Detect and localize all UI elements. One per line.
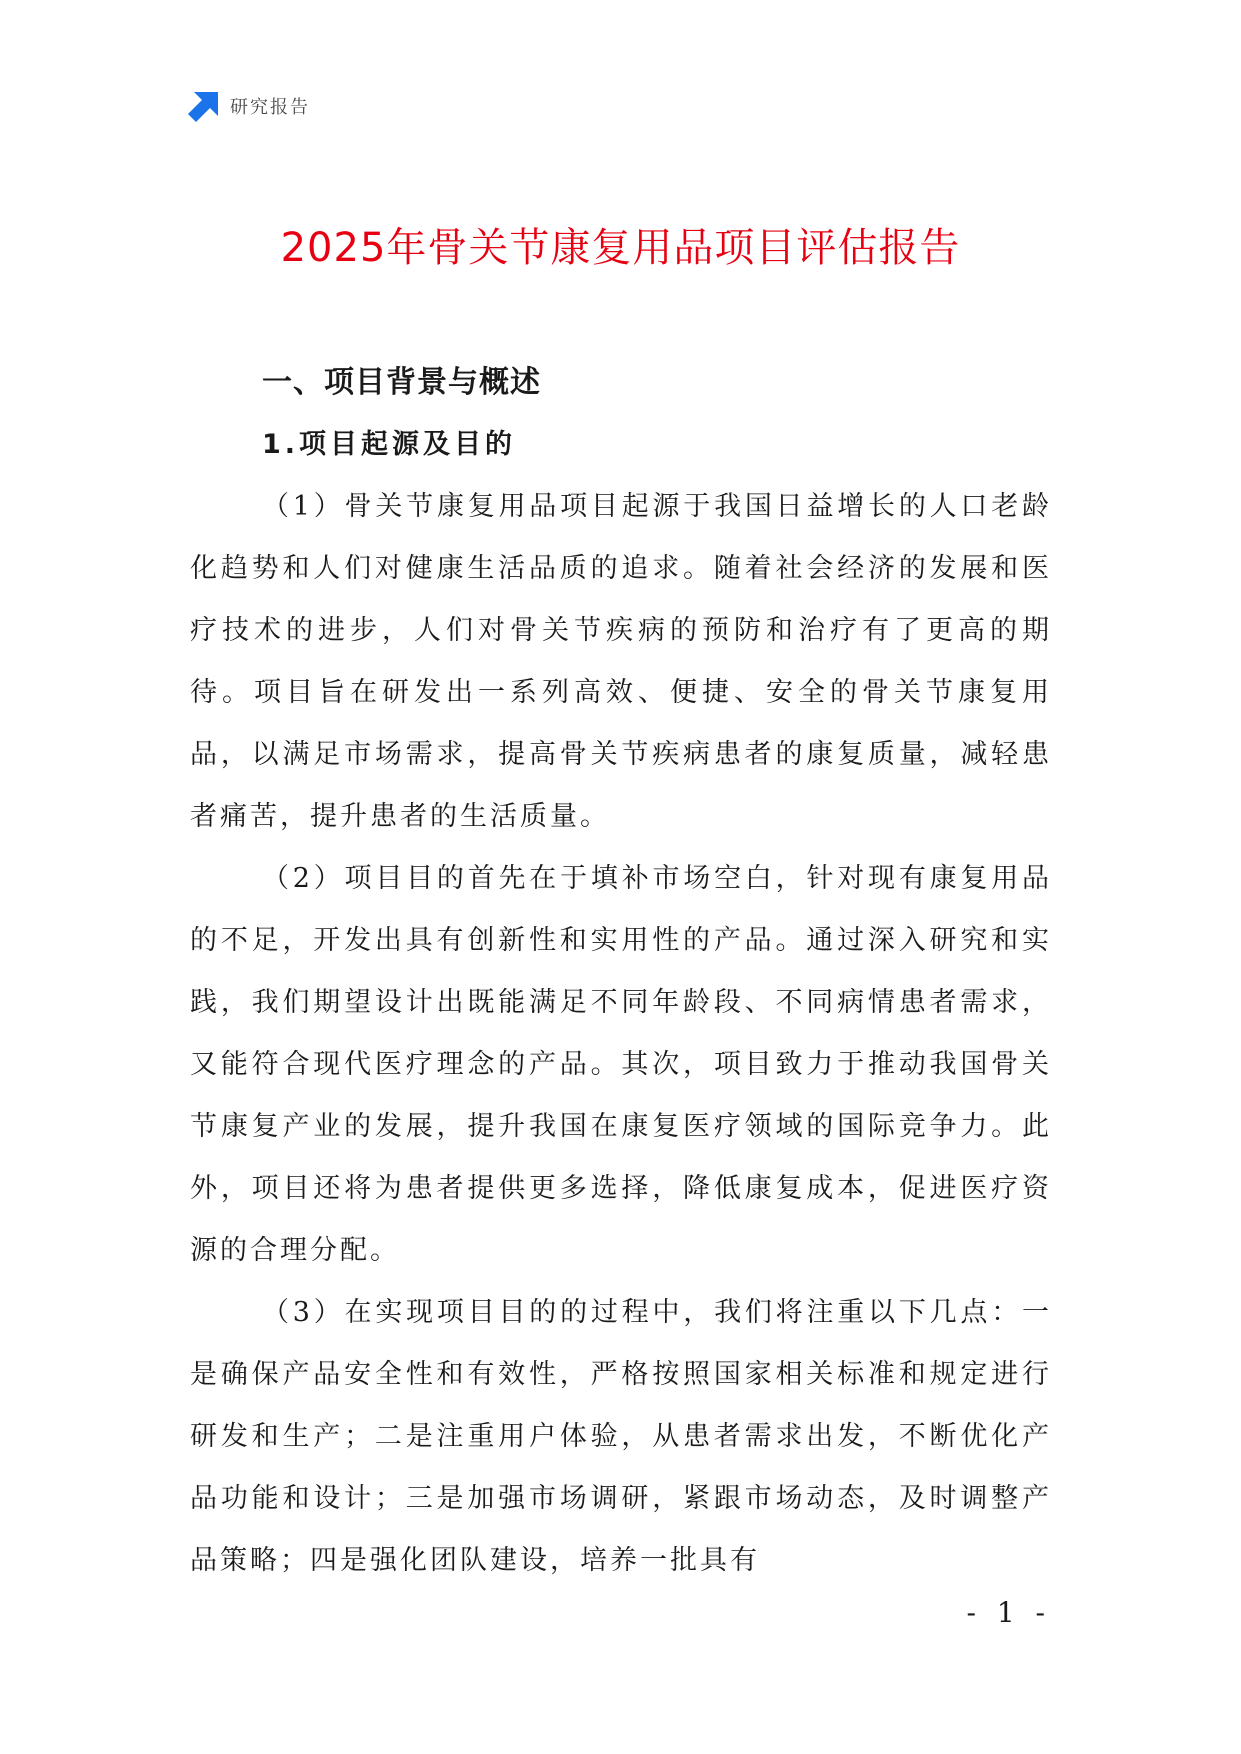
document-title: 2025年骨关节康复用品项目评估报告	[280, 225, 961, 271]
page-number: - 1 -	[966, 1596, 1051, 1629]
paragraph-3: （3）在实现项目目的的过程中，我们将注重以下几点：一是确保产品安全性和有效性，严格按照国家相关标准和规定进行研发和生产；二是注重用户体验，从患者需求出发，不断优化产品功能和设计；三是加强市场调研，紧跟市场动态，及时调整产品策略；四是强化团队建设，培养一批具有	[190, 1297, 1052, 1576]
report-header	[188, 88, 310, 124]
sub-heading: 1.项目起源及目的	[262, 429, 517, 460]
document-body	[190, 352, 1052, 1592]
arrow-up-right-icon	[188, 90, 220, 122]
paragraph-1: （1）骨关节康复用品项目起源于我国日益增长的人口老龄化趋势和人们对健康生活品质的追求。随着社会经济的发展和医疗技术的进步，人们对骨关节疾病的预防和治疗有了更高的期待。项目旨在研发出一系列高效、便捷、安全的骨关节康复用品，以满足市场需求，提高骨关节疾病患者的康复质量，减轻患者痛苦，提升患者的生活质量。	[190, 491, 1052, 832]
section-heading: 一、项目背景与概述	[262, 365, 541, 400]
paragraph-2: （2）项目目的首先在于填补市场空白，针对现有康复用品的不足，开发出具有创新性和实用性的产品。通过深入研究和实践，我们期望设计出既能满足不同年龄段、不同病情患者需求，又能符合现代医疗理念的产品。其次，项目致力于推动我国骨关节康复产业的发展，提升我国在康复医疗领域的国际竞争力。此外，项目还将为患者提供更多选择，降低康复成本，促进医疗资源的合理分配。	[190, 863, 1052, 1266]
header-label: 研究报告	[230, 97, 310, 118]
